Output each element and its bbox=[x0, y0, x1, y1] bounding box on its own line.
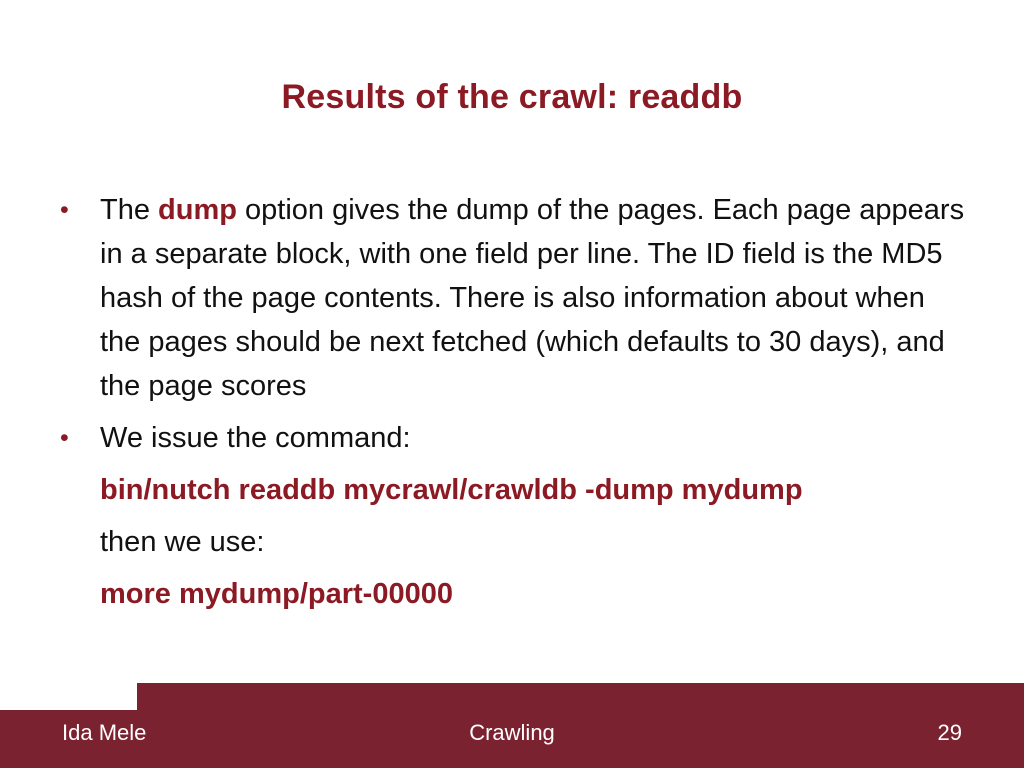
slide-content bbox=[60, 188, 970, 624]
then-text: then we use: bbox=[100, 526, 265, 558]
bullet-marker: • bbox=[60, 424, 69, 452]
footer-page-number: 29 bbox=[937, 720, 962, 745]
bullet-text-post: option gives the dump of the pages. Each page appears in a separate block, with one field per line. The ID field is the MD5 hash of the page contents. There is also information about when the pages should be next fetched (which defaults to 30 days), and the page scores bbox=[100, 194, 965, 402]
dump-keyword: dump bbox=[158, 194, 237, 226]
command-more: more mydump/part-00000 bbox=[100, 578, 453, 610]
bullet-marker: • bbox=[60, 196, 69, 224]
command-readdb: bin/nutch readdb mycrawl/crawldb -dump mydump bbox=[100, 474, 803, 506]
footer-topic: Crawling bbox=[469, 720, 555, 745]
footer-tab-notch bbox=[0, 683, 137, 710]
slide-title: Results of the crawl: readdb bbox=[281, 78, 743, 116]
bullet-text-pre: The bbox=[100, 194, 159, 226]
bullet-text: We issue the command: bbox=[100, 422, 411, 454]
bullet-item-dump-description bbox=[60, 188, 970, 408]
bullet-item-command-intro bbox=[60, 416, 970, 460]
footer-author: Ida Mele bbox=[62, 720, 147, 745]
